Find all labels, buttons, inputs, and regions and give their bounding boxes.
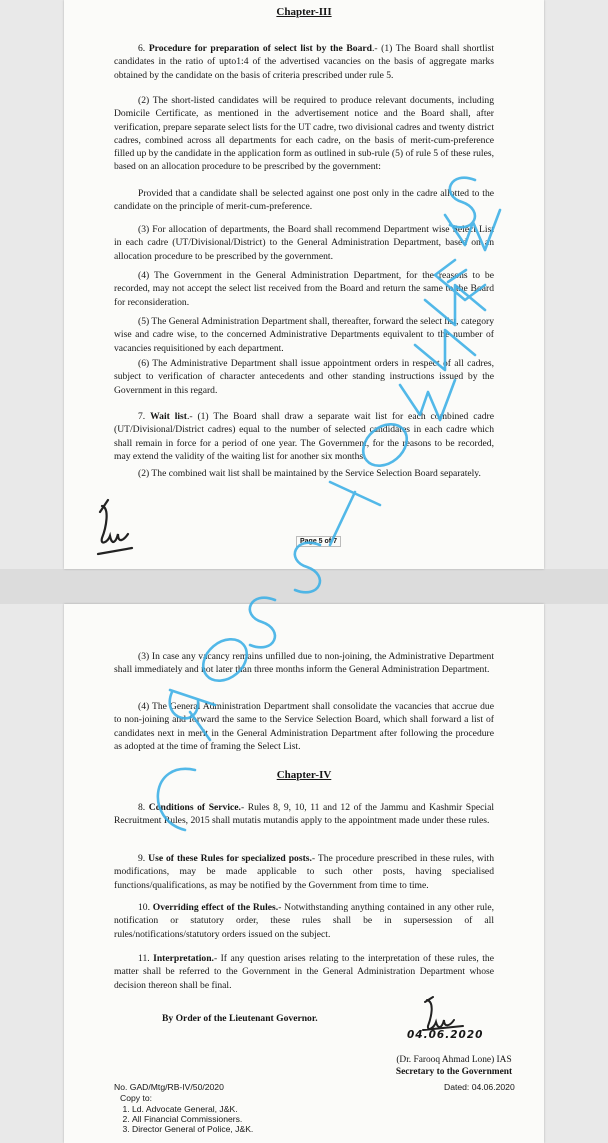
- signatory-block: [364, 1054, 544, 1078]
- rule-6-2-block: [114, 94, 494, 174]
- proviso-block: [114, 187, 494, 214]
- rule-6-para-2: (2) The short-listed candidates will be required to produce relevant documents, including Domicile Certificate, as mentioned in the advertisement notice and the Board shall, after verification, prepare separate select lists for the UT cadre, two divisional cadres and twenty district cadres, combined across all departments for each cadre, on the basis of merit-cum-preference filled up by the candidate in the application form as outlined in sub-rule (5) of rule 5 of these rules, based on an allocation procedure to be prescribed by the government:: [114, 95, 494, 173]
- rule-6-5-block: [114, 315, 494, 355]
- rule-6-para-3: (3) For allocation of departments, the Board shall recommend Department wise Select List in each cadre (UT/Divisional/District) to the General Administration Department, based on an allocation procedure to be prescribed by the government.: [114, 224, 494, 262]
- rule-6-para-1: 6. Procedure for preparation of select list by the Board.- (1) The Board shall shortlist candidates in the ratio of upto1:4 of the advertised vacancies on the basis of aggregate marks obtained by the candidate on the basis of criteria prescribed under rule 5.: [114, 43, 494, 81]
- rule-6-proviso: Provided that a candidate shall be selected against one post only in the cadre allotted to the candidate on the principle of merit-cum-preference.: [114, 188, 494, 213]
- document-page-5: [64, 0, 544, 569]
- copy-recipient: 2. All Financial Commissioners.: [132, 1114, 410, 1124]
- copy-to-label: Copy to:: [120, 1093, 153, 1103]
- rule-6-block: [114, 42, 494, 82]
- copy-recipient: 3. Director General of Police, J&K.: [132, 1124, 410, 1134]
- signature-date: 04.06.2020: [407, 1029, 484, 1041]
- page-gap: [0, 569, 608, 604]
- rule-7-para-3: (3) In case any vacancy remains unfilled due to non-joining, the Administrative Department shall immediately and not later than three months inform the General Administration Department.: [114, 651, 494, 676]
- rule-6-6-block: [114, 357, 494, 397]
- signatory-name: (Dr. Farooq Ahmad Lone) IAS: [396, 1055, 512, 1065]
- rule-7-block: [114, 410, 494, 463]
- handwritten-initials: [92, 498, 138, 568]
- rule-11-block: [114, 952, 494, 992]
- document-page-6: [64, 604, 544, 1143]
- chapter-iii-heading: Chapter-III: [276, 6, 332, 18]
- rule-10: 10. Overriding effect of the Rules.- Notwithstanding anything contained in any other rule, notification or statutory order, these rules shall be in supersession of all rules/notifications/statutory orders issued on the subject.: [114, 902, 494, 940]
- copy-recipient: 1. Ld. Advocate General, J&K.: [132, 1104, 410, 1114]
- rule-6-para-5: (5) The General Administration Department shall, thereafter, forward the select list, category wise and cadre wise, to the concerned Administrative Departments equivalent to the number of vacancies requisitioned by each department.: [114, 316, 494, 354]
- rule-8-block: [114, 801, 494, 828]
- rule-11: 11. Interpretation.- If any question arises relating to the interpretation of these rules, the matter shall be referred to the Government in the General Administration Department whose decision thereon shall be final.: [114, 953, 494, 991]
- rule-6-para-4: (4) The Government in the General Administration Department, for the reasons to be recorded, may not accept the select list received from the Board and return the same to the Board for reconsideration.: [114, 270, 494, 308]
- rule-10-block: [114, 901, 494, 941]
- rule-7-4-block: [114, 700, 494, 753]
- signature-area: [64, 992, 544, 1052]
- issue-date: Dated: 04.06.2020: [444, 1082, 515, 1092]
- rule-6-4-block: [114, 269, 494, 309]
- rule-7-para-1: 7. Wait list.- (1) The Board shall draw a separate wait list for each combined cadre (UT/Divisional/District cadres) equal to the number of selected candidates in each cadre which shall remain in force for a period of one year. The Government, for the reasons to be recorded, may extend the validity of the waiting list for another six months.: [114, 411, 494, 462]
- rule-8: 8. Conditions of Service.- Rules 8, 9, 10, 11 and 12 of the Jammu and Kashmir Special Recruitment Rules, 2015 shall mutatis mutandis apply to the appointment made under these rules.: [114, 802, 494, 827]
- rule-9: 9. Use of these Rules for specialized posts.- The procedure prescribed in these rules, with modifications, may be made applicable to such other posts, having specialised functions/qualifications, as may be notified by the Government from time to time.: [114, 853, 494, 891]
- order-line: By Order of the Lieutenant Governor.: [162, 1013, 318, 1024]
- copy-to-list: [110, 1104, 410, 1134]
- page-number: Page 5 of 7: [296, 536, 341, 547]
- chapter-iv-block: [114, 769, 494, 782]
- rule-7-3-block: [114, 650, 494, 677]
- rule-7-2-block: [114, 467, 494, 480]
- rule-6-para-6: (6) The Administrative Department shall issue appointment orders in respect of all cadres, subject to verification of character antecedents and other standing instructions issued by the Government in this regard.: [114, 358, 494, 396]
- rule-7-para-4: (4) The General Administration Department shall consolidate the vacancies that accrue due to non-joining and forward the same to the Service Selection Board, which shall forward a list of candidates next in merit in the General Administration Department after following the procedure as adopted at the time of framing the Select List.: [114, 701, 494, 752]
- rule-6-3-block: [114, 223, 494, 263]
- rule-9-block: [114, 852, 494, 892]
- signatory-title: Secretary to the Government: [395, 1067, 513, 1077]
- rule-7-para-2: (2) The combined wait list shall be maintained by the Service Selection Board separately.: [138, 468, 481, 479]
- chapter-iv-heading: Chapter-IV: [276, 769, 332, 781]
- reference-number: No. GAD/Mtg/RB-IV/50/2020: [114, 1082, 224, 1092]
- chapter-iii-block: [114, 6, 494, 19]
